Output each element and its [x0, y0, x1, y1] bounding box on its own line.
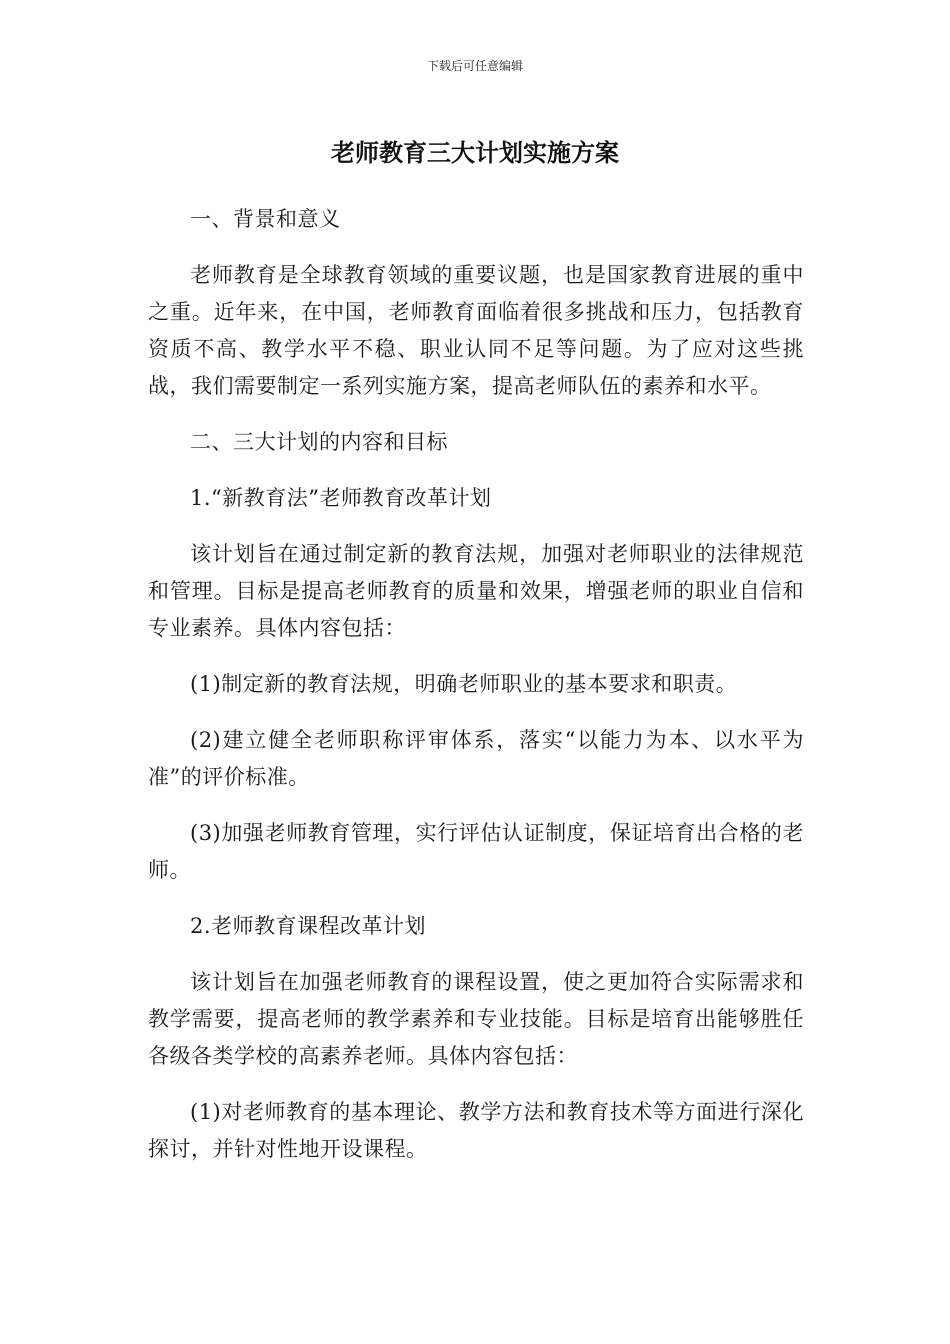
list-item-plan-1-2: (2)建立健全老师职称评审体系，落实“以能力为本、以水平为准”的评价标准。 — [148, 728, 804, 789]
paragraph-plan-2-intro: 该计划旨在加强老师教育的课程设置，使之更加符合实际需求和教学需要，提高老师的教学素养和专业技能。目标是培育出能够胜任各级各类学校的高素养老师。具体内容包括： — [148, 970, 804, 1068]
document-title: 老师教育三大计划实施方案 — [331, 139, 619, 167]
list-item-plan-1-1: (1)制定新的教育法规，明确老师职业的基本要求和职责。 — [190, 672, 738, 696]
section-heading-three-plans: 二、三大计划的内容和目标 — [190, 430, 448, 454]
section-heading-background: 一、背景和意义 — [190, 207, 341, 231]
paragraph-background: 老师教育是全球教育领域的重要议题，也是国家教育进展的重中之重。近年来，在中国，老师教育面临着很多挑战和压力，包括教育资质不高、教学水平不稳、职业认同不足等问题。为了应对这些挑战，我们需要制定一系列实施方案，提高老师队伍的素养和水平。 — [148, 263, 804, 398]
paragraph-plan-1-intro: 该计划旨在通过制定新的教育法规，加强对老师职业的法律规范和管理。目标是提高老师教育的质量和效果，增强老师的职业自信和专业素养。具体内容包括： — [148, 542, 804, 640]
list-item-plan-1-3: (3)加强老师教育管理，实行评估认证制度，保证培育出合格的老师。 — [148, 821, 804, 882]
page-header-note: 下载后可任意编辑 — [426, 59, 523, 73]
list-item-plan-2-1: (1)对老师教育的基本理论、教学方法和教育技术等方面进行深化探讨，并针对性地开设课程。 — [148, 1100, 804, 1161]
subheading-plan-2: 2.老师教育课程改革计划 — [190, 914, 427, 938]
document-body — [148, 201, 804, 1187]
subheading-plan-1: 1.“新教育法”老师教育改革计划 — [190, 486, 492, 510]
